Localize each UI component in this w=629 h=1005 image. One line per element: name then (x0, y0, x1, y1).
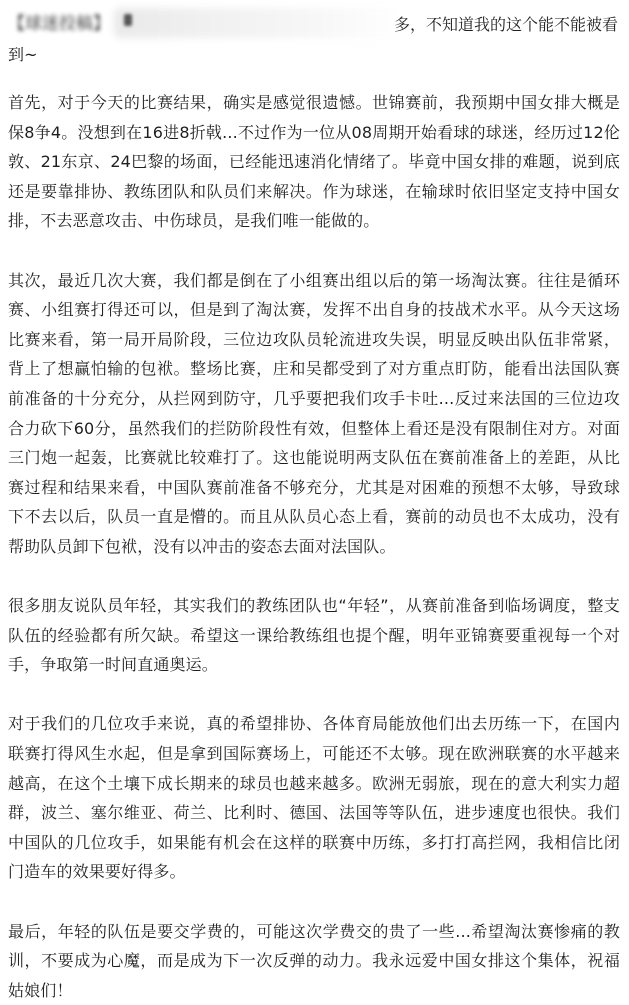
post-tag: 【球迷投稿】 (8, 14, 110, 34)
post-header (8, 6, 620, 64)
paragraph-3: 很多朋友说队员年轻，其实我们的教练团队也“年轻”，从赛前准备到临场调度，整支队伍的经验都有所欠缺。希望这一课给教练组也提个醒，明年亚锦赛要重视每一个对手，争取第一时间直通奥运。 (8, 596, 620, 675)
intro-text-wrap: 到~ (8, 45, 38, 64)
redacted-text-blur (114, 8, 404, 38)
post-article (8, 6, 620, 1005)
intro-text-tail: 多，不知道我的这个能不能被看 (394, 15, 619, 34)
paragraph-1: 首先，对于今天的比赛结果，确实是感觉很遗憾。世锦赛前，我预期中国女排大概是保8争4。没想到在16进8折戟...不过作为一位从08周期开始看球的球迷，经历过12伦敦、21东京、24巴黎的场面，已经能迅速消化情绪了。毕竟中国女排的难题，说到底还是要靠排协、教练团队和队员们来解决。作为球迷，在输球时依旧坚定支持中国女排，不去恶意攻击、中伤球员，是我们唯一能做的。 (8, 93, 620, 231)
paragraph-5: 最后，年轻的队伍是要交学费的，可能这次学费交的贵了一些...希望淘汰赛惨痛的教训，不要成为心魔，而是成为下一次反弹的动力。我永远爱中国女排这个集体，祝福姑娘们！ (8, 921, 620, 1000)
paragraph-4: 对于我们的几位攻手来说，真的希望排协、各体育局能放他们出去历练一下，在国内联赛打得风生水起，但是拿到国际赛场上，可能还不太够。现在欧洲联赛的水平越来越高，在这个土壤下成长期来的球员也越来越多。欧洲无弱旅，现在的意大利实力超群，波兰、塞尔维亚、荷兰、比利时、德国、法国等等队伍，进步速度也很快。我们中国队的几位攻手，如果能有机会在这样的联赛中历练，多打打高拦网，我相信比闭门造车的效果要好得多。 (8, 714, 620, 882)
redacted-mark (124, 14, 132, 26)
paragraph-2: 其次，最近几次大赛，我们都是倒在了小组赛出组以后的第一场淘汰赛。往往是循环赛、小组赛打得还可以，但是到了淘汰赛，发挥不出自身的技战术水平。从今天这场比赛来看，第一局开局阶段，三位边攻队员轮流进攻失误，明显反映出队伍非常紧，背上了想赢怕输的包袱。整场比赛，庄和吴都受到了对方重点盯防，能看出法国队赛前准备的十分充分，从拦网到防守，几乎要把我们攻手卡吐...反过来法国的三位边攻合力砍下60分，虽然我们的拦防阶段性有效，但整体上看还是没有限制住对方。对面三门炮一起轰，比赛就比较难打了。这也能说明两支队伍在赛前准备上的差距，从比赛过程和结果来看，中国队赛前准备不够充分，尤其是对困难的预想不太够，导致球下不去以后，队员一直是懵的。而且从队员心态上看，赛前的动员也不太成功，没有帮助队员卸下包袱，没有以冲击的姿态去面对法国队。 (8, 270, 620, 556)
